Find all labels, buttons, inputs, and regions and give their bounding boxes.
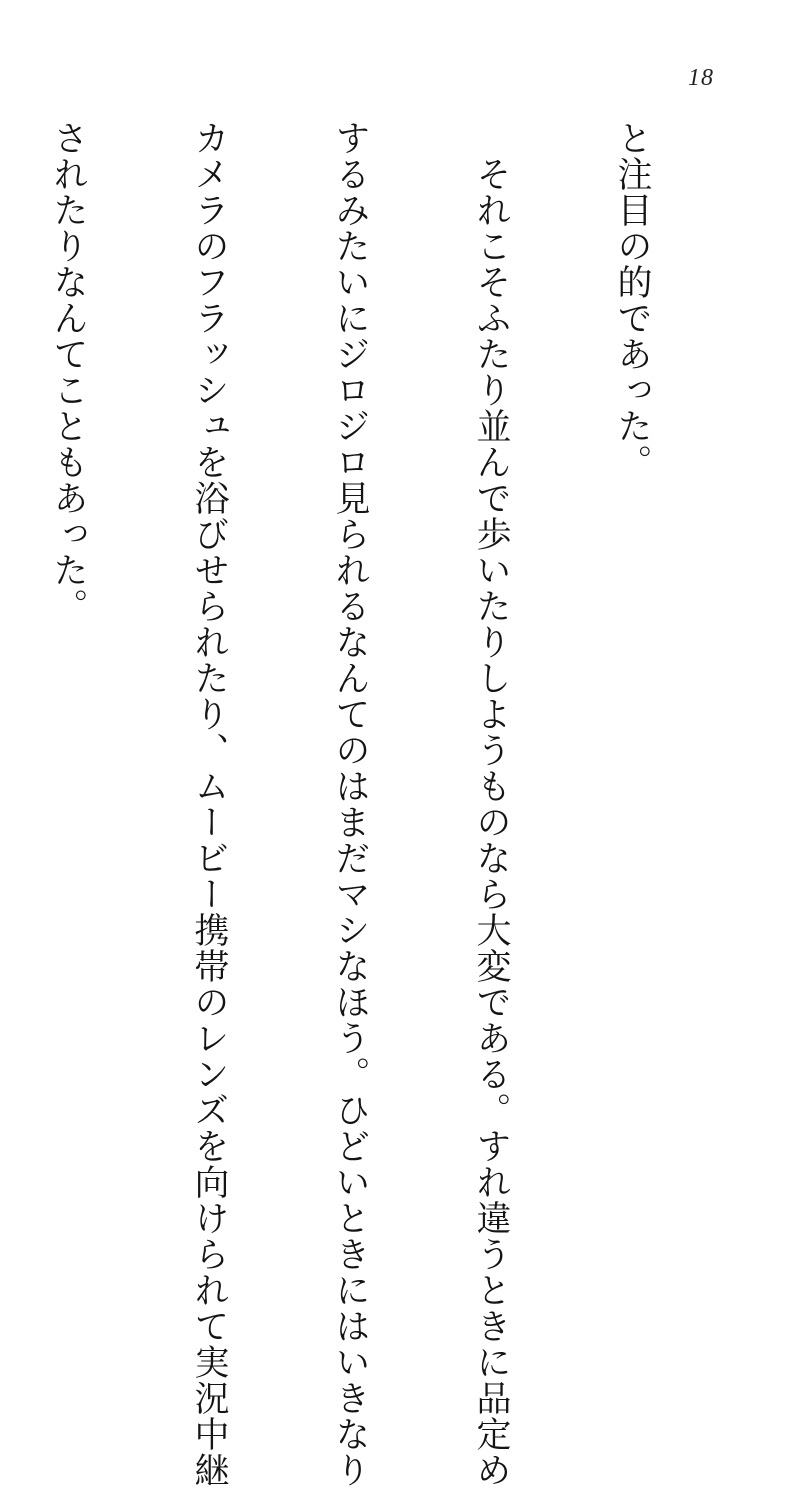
text-line-4: カメラのフラッシュを浴びせられたり、ムービー携帯のレンズを向けられて実況中継: [189, 120, 229, 1488]
text-line-2: それこそふたり並んで歩いたりしようものなら大変である。すれ違うときに品定め: [471, 120, 511, 1488]
text-line-5: されたりなんてこともあった。: [48, 120, 88, 624]
text-line-3: するみたいにジロジロ見られるなんてのはまだマシなほう。ひどいときにはいきなり: [330, 120, 370, 1488]
page-number: 18: [688, 65, 714, 91]
text-line-1: と注目の的であった。: [612, 120, 652, 480]
vertical-text-body: [0, 120, 749, 1488]
